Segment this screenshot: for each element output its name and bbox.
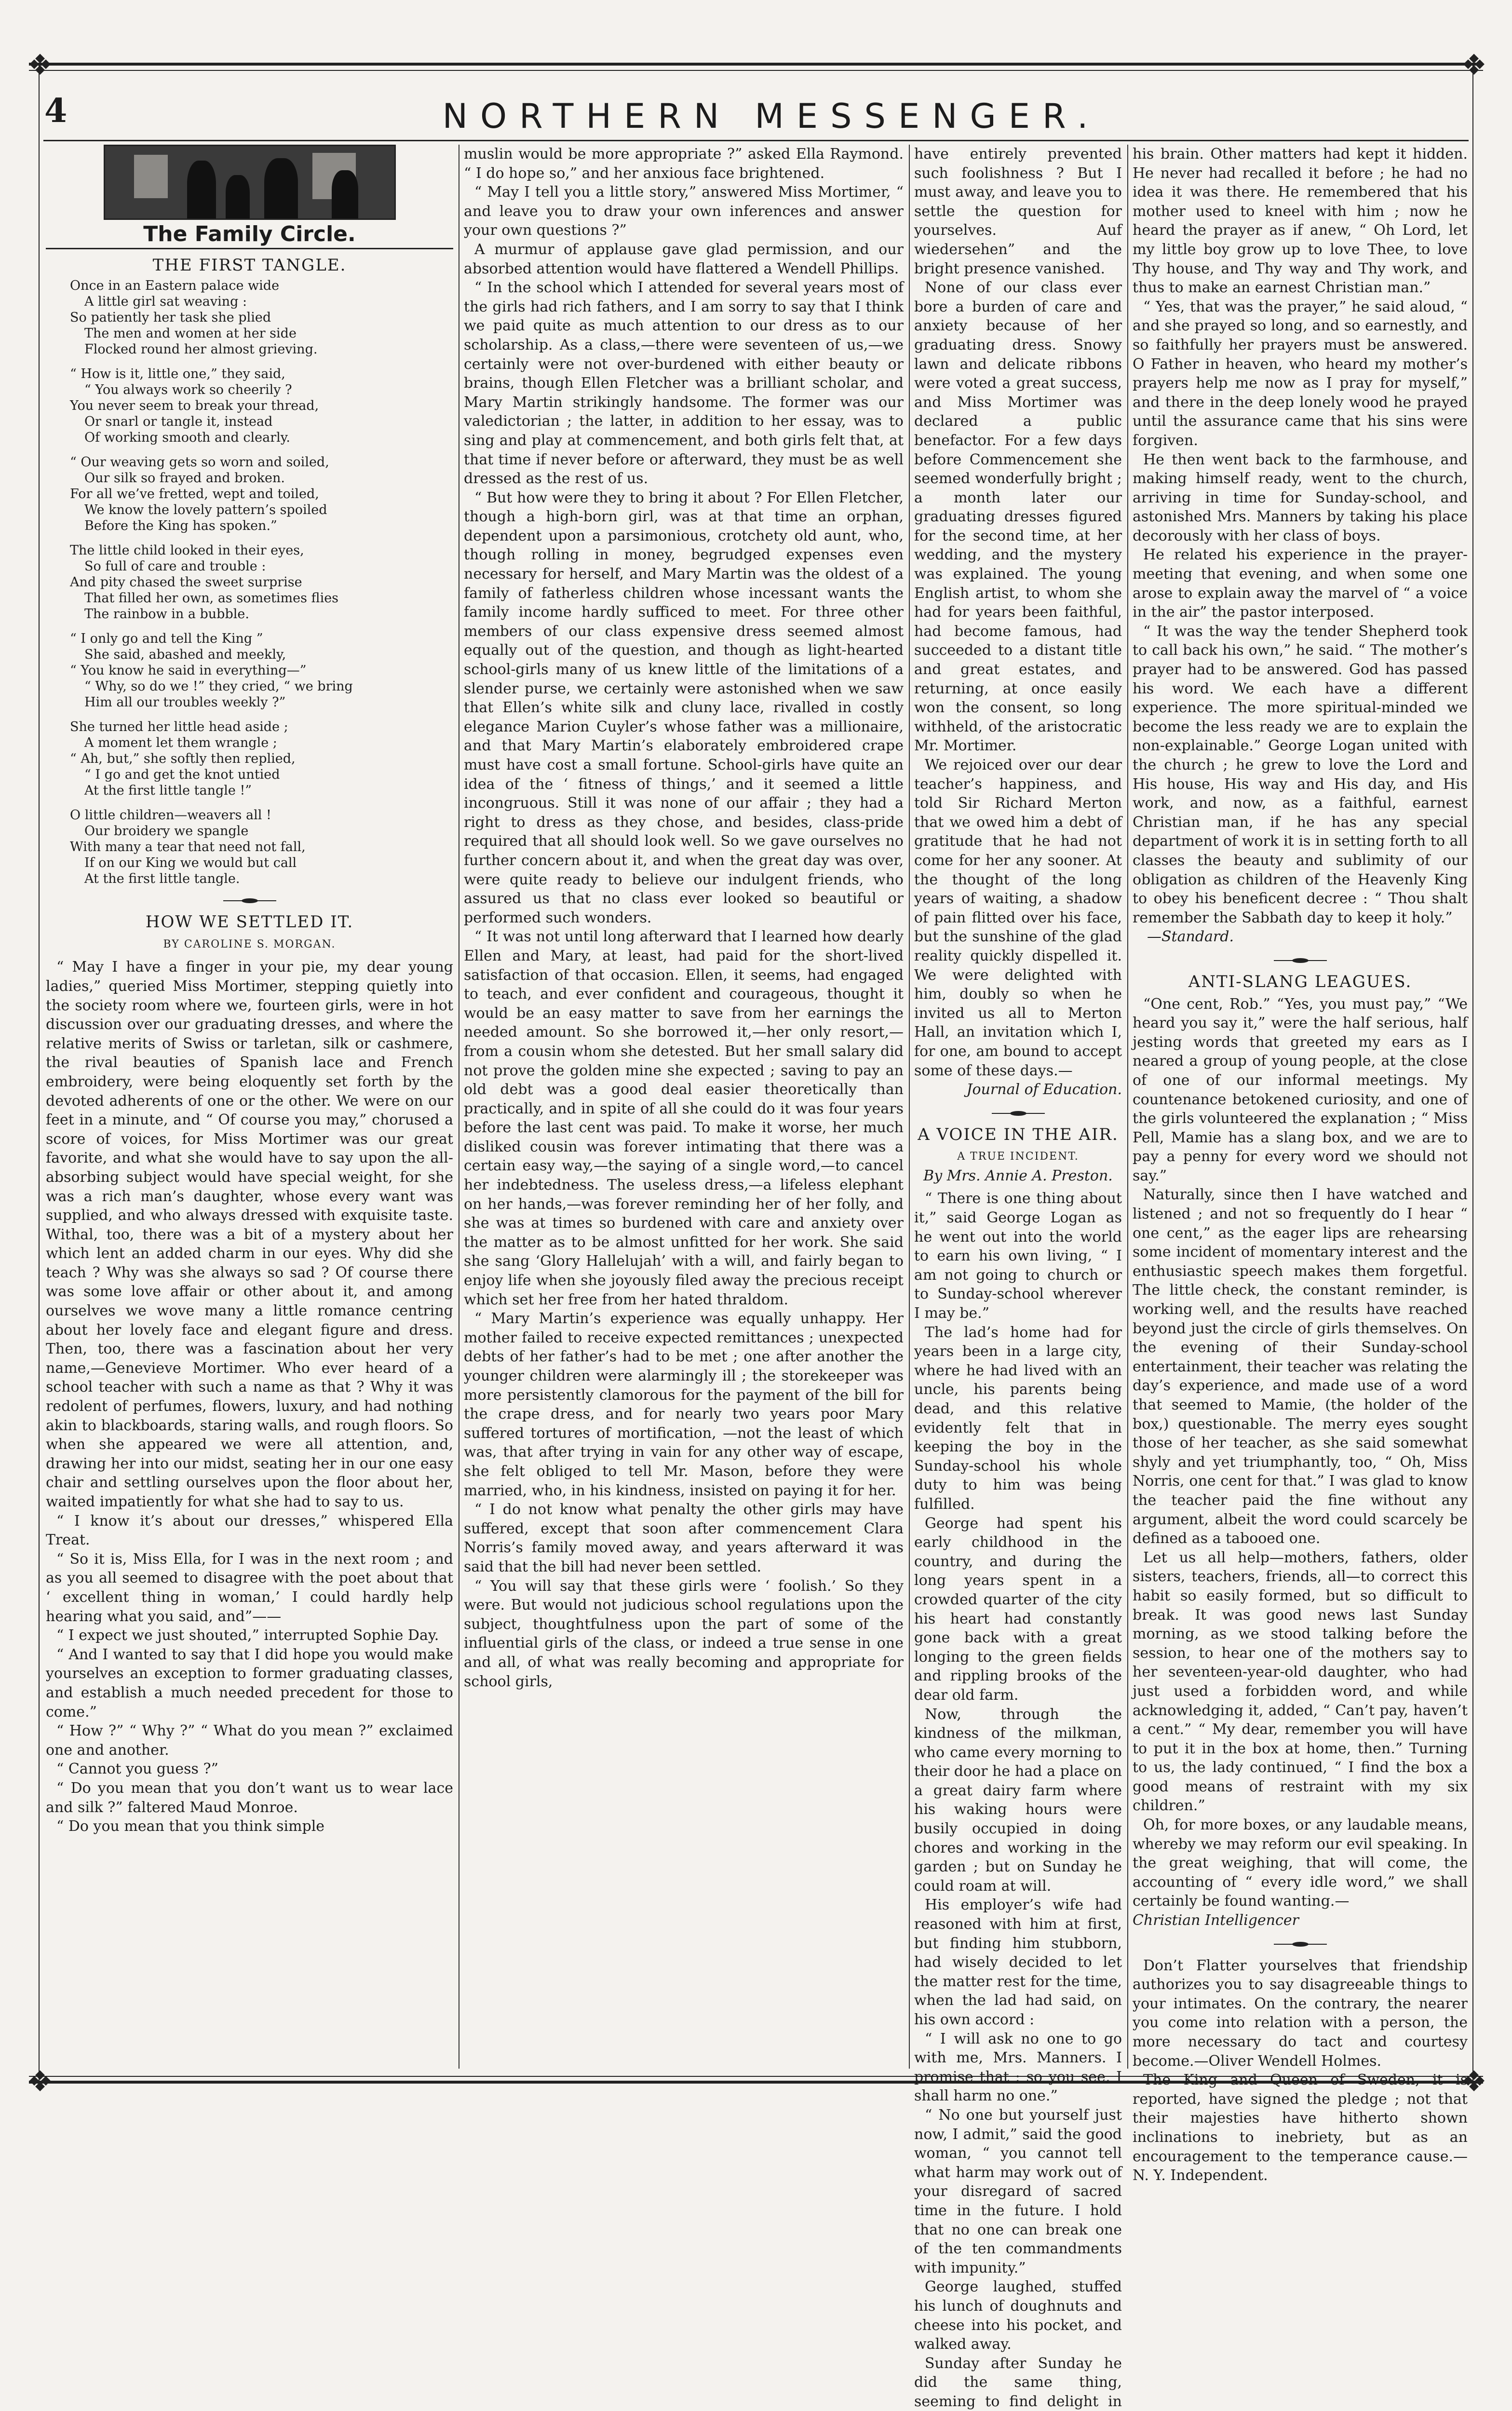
poem-title: THE FIRST TANGLE. [152,255,347,275]
paragraph: His employer’s wife had reasoned with him at first, but finding him stubborn, had wisely decided to let the matter rest for the time, when the lad had said, on his own accord : [914,1896,1122,2028]
paragraph: Sunday after Sunday he did the same thing, seeming to find delight in [914,2355,1122,2410]
poem-line: So full of care and trouble : [84,559,266,574]
poem-line: “ You always work so cheerily ? [84,382,292,398]
masthead: NORTHERN MESSENGER. [442,96,1101,136]
ornament-top-right-icon: ❖ [1461,48,1487,82]
poem-line: That filled her own, as sometimes flies [84,591,339,606]
poem-line: “ Why, so do we !” they cried, “ we bring [84,679,353,694]
source-citation: —Standard. [1147,928,1234,946]
paragraph: “ Do you mean that you don’t want us to wear lace and silk ?” faltered Maud Monroe. [46,1779,453,1816]
poem-line: Him all our troubles weekly ?” [84,695,286,710]
poem-line: We know the lovely pattern’s spoiled [84,502,327,518]
poem-line: “ Our weaving gets so worn and soiled, [70,455,329,470]
poem-line: The men and women at her side [84,326,297,341]
poem-line: For all we’ve fretted, wept and toiled, [70,487,319,502]
paragraph: “ Do you mean that you think simple [56,1818,325,1835]
source-citation: Journal of Education. [966,1081,1122,1098]
paragraph: “ It was the way the tender Shepherd took to call back his own,” he said. “ The mother’s prayer had to be answered. God has passed his word. We each have a different experience. The more spiritual-minded we become the less ready we are to explain the non-explainable.” George Logan united with the church ; he grew to love the Lord and His house, His way and His day, and His work, and now, as a faithful, earnest Christian man, if he has any special department of work it is in setting forth to all classes the beauty and sublimity of our obligation as children of the Heavenly King to obey his beneficent decree : “ Thou shalt remember the Sabbath day to keep it holy.” [1133,623,1468,926]
poem-line: And pity chased the sweet surprise [70,575,302,590]
paragraph: George had spent his early childhood in the country, and during the long years spent in a crowded quarter of the city his heart had constantly gone back with a great longing to the green fields and rippling brooks of the dear old farm. [914,1515,1122,1704]
poem-stanza [70,807,453,887]
poem-line: If on our King we would but call [84,855,297,871]
column-separator [1127,145,1128,2069]
paragraph: Let us all help—mothers, fathers, older sisters, teachers, friends, all—to correct this habit so easily formed, but so difficult to break. It was good news last Sunday morning, as we stood talking before the session, to hear one of the mothers say to her seventeen-year-old daughter, who had just used a forbidden word, and while acknowledging it, added, “ Can’t pay, haven’t a cent.” “ My dear, remember you will have to put it in the box at home, then.” Turning to us, the lady continued, “ I find the box a good means of restraint with my six children.” [1133,1549,1468,1815]
poem-line: At the first little tangle !” [84,783,252,799]
poem-stanza [70,366,453,446]
paragraph: “ And I wanted to say that I did hope you would make yourselves an exception to former graduating classes, and establish a much needed precedent for those to come.” [46,1646,453,1720]
story3-title: ANTI-SLANG LEAGUES. [1188,972,1412,991]
poem-line: “ How is it, little one,” they said, [70,366,285,382]
story2-byline: By Mrs. Annie A. Preston. [923,1167,1113,1184]
poem-line: O little children—weavers all ! [70,808,271,823]
poem-stanza [70,631,453,710]
paragraph: He related his experience in the prayer-meeting that evening, and when some one arose to explain away the marvel of “ a voice in the air” the pastor interposed. [1133,546,1468,621]
section-divider [992,1111,1045,1116]
paragraph: “ May I have a finger in your pie, my dear young ladies,” queried Miss Mortimer, stepping quietly into the society room where we, fourteen girls, were in hot discussion over our graduating dresses, and where the relative merits of Swiss or tarletan, silk or cashmere, the rival beauties of Spanish lace and French embroidery, were being eloquently set forth by the devoted adherents of one or the other. We were on our feet in a minute, and “ Of course you may,” chorused a score of voices, for Miss Mortimer was our great favorite, and what she would have to say upon the all-absorbing subject would have special weight, for she was a rich man’s daughter, whose every want was supplied, and who always dressed with exquisite taste. Withal, too, there was a bit of a mystery about her which lent an added charm in our eyes. Why did she teach ? Why was she always so sad ? Of course there was some love affair or other about it, and among ourselves we wove many a little romance centring about her lovely face and elegant figure and dress. Then, too, there was a fascination about her very name,—Genevieve Mortimer. Who ever heard of a school teacher with such a name as that ? Why it was redolent of perfumes, flowers, luxury, and had nothing akin to blackboards, staring walls, and rough floors. So when she appeared we were all attention, and, drawing her into our midst, seating her in our one easy chair and settling ourselves upon the floor about her, waited impatiently for what she had to say to us. [46,959,453,1510]
section-divider [223,898,276,903]
paragraph: “ There is one thing about it,” said George Logan as he went out into the world to earn his own living, “ I am not going to church or to Sunday-school wherever I may be.” [914,1190,1122,1322]
story2-text [914,1189,1122,2411]
poem-stanza [70,454,453,534]
poem-line: “ You know he said in everything—” [70,663,307,678]
poem-line: Once in an Eastern palace wide [70,278,280,294]
paragraph: “ It was not until long afterward that I learned how dearly Ellen and Mary, at least, had paid for the short-lived satisfaction of that occasion. Ellen, it seems, had engaged to teach, and ever confident and courageous, thought it would be an easy matter to save from her earnings the needed amount. So she borrowed it,—her only resort,—from a cousin whom she detested. But her small salary did not prove the golden mine she expected ; saving to pay an old debt was a good deal easier theoretically than practically, and in spite of all she could do it was four years before the last cent was paid. To make it worse, her much disliked cousin was forever intimating that there was a certain easy way,—the saying of a single word,—to cancel her indebtedness. The useless dress,—a lifeless elephant on her hands,—was forever reminding her of her folly, and she was at times so burdened with care and anxiety over the matter as to be almost unfitted for her work. She said she sang ‘Glory Hallelujah’ with a will, and fairly began to enjoy life when she joyously filed away the precious receipt which set her free from her hated thraldom. [464,928,904,1308]
story2-subtitle: A TRUE INCIDENT. [957,1151,1079,1163]
paragraph: Naturally, since then I have watched and listened ; and not so frequently do I hear “ one cent,” as the eager lips are rehearsing some incident of momentary interest and the enthusiastic speech makes them forgetful. The little check, the constant reminder, is working well, and the results have reached beyond just the circle of girls themselves. On the evening of their Sunday-school entertainment, their teacher was relating the day’s experience, and made use of a word that seemed to Mamie, (the holder of the box,) questionable. The merry eyes sought those of her teacher, as she said somewhat shyly and yet triumphantly, too, “ Oh, Miss Norris, one cent for that.” I was glad to know the teacher paid the fine without any argument, albeit the word could scarcely be defined as a tabooed one. [1133,1186,1468,1547]
top-border-inner [29,70,1483,71]
section-title: The Family Circle. [143,222,356,246]
poem-stanza [70,719,453,799]
poem-line: The little child looked in their eyes, [70,543,304,558]
paragraph: “ You will say that these girls were ‘ foolish.’ So they were. But would not judicious school regulations upon the subject, thoughtfulness upon the part of some of the influential girls of the class, or indeed a true sense in one and all, of what was really becoming and appropriate for school girls, [464,1577,904,1690]
story3-text [1133,995,1468,1911]
section-divider [1274,958,1327,963]
section-divider [1274,1942,1327,1947]
paragraph: “ I will ask no one to go with me, Mrs. Manners. I promise that ; so you see, I shall harm no one.” [914,2030,1122,2105]
section-rule [46,248,453,249]
poem-line: The rainbow in a bubble. [84,607,249,622]
poem-line: Our broidery we spangle [84,824,249,839]
paragraph: “ I do not know what penalty the other girls may have suffered, except that soon after commencement Clara Norris’s family moved away, and years afterward it was said that the bill had never been settled. [464,1501,904,1575]
column-3 [914,145,1122,2410]
masthead-rule [43,140,1469,141]
family-circle-illustration [104,145,396,220]
paragraph: have entirely prevented such foolishness ? But I must away, and leave you to settle the question for yourselves. Auf wiedersehen” and the bright presence vanished. [914,146,1122,277]
paragraph: The lad’s home had for years been in a large city, where he had lived with an uncle, his parents being dead, and this relative evidently felt that in keeping the boy in the Sunday-school his whole duty to him was being fulfilled. [914,1324,1122,1513]
paragraph: Don’t Flatter yourselves that friendship authorizes you to say disagreeable things to your intimates. On the contrary, the nearer you come into relation with a person, the more necessary do tact and courtesy become.—Oliver Wendell Holmes. [1133,1957,1468,2070]
source-citation: Christian Intelligencer [1133,1912,1299,1929]
paragraph: “ Cannot you guess ?” [56,1761,218,1778]
paragraph: “ But how were they to bring it about ? For Ellen Fletcher, though a high-born girl, was at that time an orphan, dependent upon a parsimonious, crotchety old aunt, who, though rolling in money, begrudged expenses even necessary for herself, and Mary Martin was the oldest of a family of fatherless children whose incessant wants the family income hardly sufficed to meet. For three other members of our class expensive dress seemed almost equally out of the question, and though as light-hearted school-girls many of us knew little of the limitations of a slender purse, we certainly were astonished when we saw that Ellen’s white silk and cluny lace, rivalled in costly elegance Marion Cuyler’s whose father was a millionaire, and that Mary Martin’s elaborately embroidered crape must have cost a small fortune. School-girls have quite an idea of the ‘ fitness of things,’ and it seemed a little incongruous. Still it was none of our affair ; they had a right to dress as they chose, and besides, class-pride required that all should look well. So we gave ourselves no further concern about it, and when the great day was over, were quite ready to believe our indulgent friends, who assured us that no class ever looked so beautiful or performed such wonders. [464,489,904,926]
left-border [39,63,40,2083]
paragraph: “ May I tell you a little story,” answered Miss Mortimer, “ and leave you to draw your own inferences and answer your own questions ?” [464,184,904,239]
poem-line: So patiently her task she plied [70,310,271,325]
poem-line: Or snarl or tangle it, instead [84,414,273,430]
paragraph: George laughed, stuffed his lunch of doughnuts and cheese into his pocket, and walked away. [914,2278,1122,2353]
ornament-bottom-left-icon: ❖ [27,2065,53,2099]
paragraph: Now, through the kindness of the milkman, who came every morning to their door he had a place on a great dairy farm where his waking hours were busily occupied in doing chores and working in the garden ; but on Sunday he could roam at will. [914,1706,1122,1895]
paragraph: “ Yes, that was the prayer,” he said aloud, “ and she prayed so long, and so earnestly, and so faithfully her prayers must be answered. O Father in heaven, who heard my mother’s prayers help me now as I pray for myself,” and there in the deep lonely wood he prayed until the assurance came that his sins were forgiven. [1133,298,1468,449]
paragraph: “ So it is, Miss Ella, for I was in the next room ; and as you all seemed to disagree with the poet about that ‘ excellent thing in woman,’ I could hardly help hearing what you said, and”—— [46,1550,453,1625]
paragraph: “ Mary Martin’s experience was equally unhappy. Her mother failed to receive expected remittances ; unexpected debts of her father’s had to be met ; one after another the younger children were alarmingly ill ; the storekeeper was more persistently clamorous for the payment of the bill for the crape dress, and for nearly two years poor Mary suffered tortures of mortification, —not the least of which was, that after trying in vain for any other way of escape, she felt obliged to tell Mr. Mason, before they were married, who, in his kindness, insisted on paying it for her. [464,1310,904,1499]
paragraph: He then went back to the farmhouse, and making himself ready, went to the church, arriving in time for Sunday-school, and astonished Mrs. Manners by taking his place decorously with her class of boys. [1133,451,1468,544]
story-text [46,958,453,1836]
paragraph: “ I expect we just shouted,” interrupted Sophie Day. [56,1627,439,1644]
poem-stanza [70,542,453,622]
poem-line: Flocked round her almost grieving. [84,342,318,357]
poem-line: “ I go and get the knot untied [84,767,280,783]
poem-line: Before the King has spoken.” [84,518,277,534]
story-byline: BY CAROLINE S. MORGAN. [163,938,336,950]
paragraph: A murmur of applause gave glad permission, and our absorbed attention would have flattered a Wendell Phillips. [464,241,904,277]
poem-line: She turned her little head aside ; [70,719,288,735]
paragraph: his brain. Other matters had kept it hidden. He never had recalled it before ; he had no idea it was there. He remembered that his mother used to kneel with him ; now he heard the prayer as if anew, “ Oh Lord, let my little boy grow up to love Thee, to love Thy house, and Thy way and Thy work, and thus to make an earnest Christian man.” [1133,146,1468,297]
top-border [29,63,1483,66]
poem-line: Our silk so frayed and broken. [84,471,285,486]
paragraph: “ I know it’s about our dresses,” whispered Ella Treat. [46,1512,453,1549]
story-text-continued [464,145,904,1691]
paragraph: muslin would be more appropriate ?” asked Ella Raymond. “ I do hope so,” and her anxious face brightened. [464,146,904,182]
column-4 [1133,145,1468,2184]
story2-title: A VOICE IN THE AIR. [918,1124,1119,1144]
story-text-conclusion [914,145,1122,1080]
poem [70,278,453,887]
right-border [1472,63,1473,2083]
paragraph: The King and Queen of Sweden, it is reported, have signed the pledge ; not that their majesties have hitherto shown inclinations to inebriety, but as an encouragement to the temperance cause.—N. Y. Independent. [1133,2072,1468,2184]
column-separator [909,145,910,2069]
poem-line: “ I only go and tell the King ” [70,631,263,647]
poem-line: At the first little tangle. [84,871,240,887]
paragraph: None of our class ever bore a burden of care and anxiety because of her graduating dress. Snowy lawn and delicate ribbons were voted a great success, and Miss Mortimer was declared a public benefactor. For a few days before Commencement she seemed wonderfully bright ; a month later our graduating dresses figured for the second time, at her wedding, and the mystery was explained. The young English artist, to whom she had for years been faithful, had become famous, had succeeded to a distant title and great estates, and returning, at once easily won the consent, so long withheld, of the aristocratic Mr. Mortimer. [914,279,1122,755]
poem-line: With many a tear that need not fall, [70,840,306,855]
column-2 [464,145,904,2069]
story-title: HOW WE SETTLED IT. [145,912,354,932]
column-1 [46,145,453,2069]
poem-line: “ Ah, but,” she softly then replied, [70,751,296,767]
paragraph: “ How ?” “ Why ?” “ What do you mean ?” exclaimed one and another. [46,1722,453,1759]
poem-line: A little girl sat weaving : [84,294,247,310]
paragraph: “ No one but yourself just now, I admit,” said the good woman, “ you cannot tell what harm may work out of your disregard of sacred time in the future. I hold that no one can break one of the ten commandments with impunity.” [914,2106,1122,2276]
paragraph: Oh, for more boxes, or any laudable means, whereby we may reform our evil speaking. In the great weighing, that will come, the accounting of “ every idle word,” we shall certainly be found wanting.— [1133,1816,1468,1910]
paragraph: We rejoiced over our dear teacher’s happiness, and told Sir Richard Merton that we owed him a debt of gratitude that he had not come for her any sooner. At the thought of the long years of waiting, a shadow of pain flitted over his face, but the sunshine of the glad reality quickly dispelled it. We were delighted with him, doubly so when he invited us all to Merton Hall, an invitation which I, for one, am bound to accept some of these days.— [914,757,1122,1079]
poem-line: Of working smooth and clearly. [84,430,291,446]
poem-line: A moment let them wrangle ; [84,735,277,751]
paragraph: “ In the school which I attended for several years most of the girls had rich fathers, and I am sorry to say that I think we paid quite as much attention to our dress as to our scholarship. As a class,—there were seventeen of us,—we certainly were not over-burdened with either beauty or brains, though Ellen Fletcher was a brilliant scholar, and Mary Martin strikingly handsome. The former was our valedictorian ; the latter, in addition to her essay, was to sing and play at commencement, and both girls felt that, at that time if never before or afterward, they must be as well dressed as the rest of us. [464,279,904,488]
paragraph: “One cent, Rob.” “Yes, you must pay,” “We heard you say it,” were the half serious, half jesting words that greeted my ears as I neared a group of young people, at the close of one of our informal meetings. My countenance betokened curiosity, and one of the girls volunteered the explanation ; “ Miss Pell, Mamie has a slang box, and we are to pay a penny for every word we should not say.” [1133,995,1468,1184]
page-number: 4 [44,92,68,130]
notes [1133,1956,1468,2185]
poem-stanza [70,278,453,357]
story2-text-continued [1133,145,1468,927]
ornament-top-left-icon: ❖ [27,48,53,82]
ornament-bottom-right-icon: ❖ [1461,2065,1487,2099]
poem-line: You never seem to break your thread, [70,398,319,414]
poem-line: She said, abashed and meekly, [84,647,286,663]
